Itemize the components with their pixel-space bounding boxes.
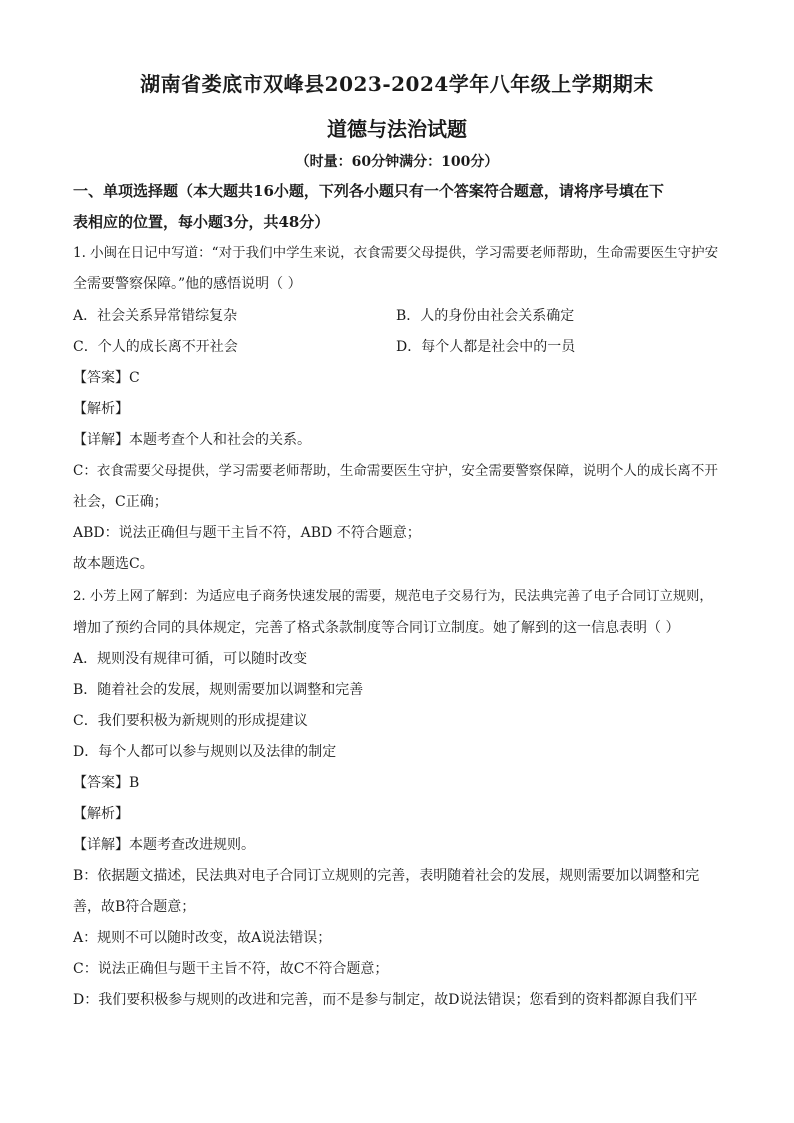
q1-analysis-tag [73, 399, 723, 419]
q2-stem: 2. 小芳上网了解到：为适应电子商务快速发展的需要，规范电子交易行为，民法典完善了电子合同订立规则， [73, 589, 713, 604]
q1-option-c: C．个人的成长离不开社会 [73, 339, 238, 355]
q1-option-d: D．每个人都是社会中的一员 [396, 339, 576, 355]
exam-time-score: （时量：60分钟满分：100分） [295, 154, 499, 170]
q2-analysis-tag [73, 804, 723, 824]
q2-stem-cont: 增加了预约合同的具体规定，完善了格式条款制度等合同订立制度。她了解到的这一信息表明（ ） [73, 620, 680, 636]
detail-text: 本题考查个人和社会的关系。 [129, 432, 311, 448]
q2-option-c: C．我们要积极为新规则的形成提建议 [73, 713, 308, 729]
document-title: 湖南省娄底市双峰县2023-2024学年八年级上学期期末 [140, 72, 654, 96]
q2-detail [73, 835, 723, 855]
section-heading: 一、单项选择题（本大题共16小题，下列各小题只有一个答案符合题意，请将序号填在下 [73, 182, 664, 200]
q1-explanation-cont: 社会，C正确； [73, 494, 168, 510]
q2-option-d: D．每个人都可以参与规则以及法律的制定 [73, 744, 337, 760]
q2-explanation-c: C：说法正确但与题干主旨不符，故C不符合题意； [73, 961, 389, 977]
analysis-tag: 【解析】 [73, 806, 129, 822]
q1-stem: 1. 小闽在日记中写道：“对于我们中学生来说，衣食需要父母提供，学习需要老师帮助，生命需要医生守护安 [73, 245, 719, 261]
q2-explanation-d: D：我们要积极参与规则的改进和完善，而不是参与制定，故D说法错误；您看到的资料都源自我们平 [73, 992, 698, 1008]
q1-detail [73, 430, 723, 450]
q1-explanation: C：衣食需要父母提供，学习需要老师帮助，生命需要医生守护，安全需要警察保障，说明个人的成长离不开 [73, 463, 718, 479]
q1-option-a: A．社会关系异常错综复杂 [73, 308, 238, 324]
q1-stem-cont: 全需要警察保障。”他的感悟说明（ ） [73, 276, 302, 292]
detail-tag: 【详解】 [73, 837, 129, 853]
answer-tag: 【答案】 [73, 370, 129, 386]
answer-value: C [129, 370, 140, 386]
q2-answer [73, 773, 723, 793]
q2-option-a: A．规则没有规律可循，可以随时改变 [73, 651, 308, 667]
section-heading-cont: 表相应的位置，每小题3分，共48分） [73, 213, 330, 231]
q2-explanation-a: A：规则不可以随时改变，故A说法错误； [73, 930, 332, 946]
q1-explanation-abd: ABD：说法正确但与题干主旨不符，ABD 不符合题意； [73, 525, 421, 541]
q1-option-b: B．人的身份由社会关系确定 [396, 308, 575, 324]
detail-text: 本题考查改进规则。 [129, 837, 255, 853]
q2-explanation-b-cont: 善，故B符合题意； [73, 899, 196, 915]
q2-explanation-b: B：依据题文描述，民法典对电子合同订立规则的完善，表明随着社会的发展，规则需要加以调整和完 [73, 868, 700, 884]
q1-conclusion: 故本题选C。 [73, 556, 154, 572]
document-subject-title: 道德与法治试题 [327, 117, 467, 141]
q1-answer [73, 368, 723, 388]
detail-tag: 【详解】 [73, 432, 129, 448]
answer-tag: 【答案】 [73, 775, 129, 791]
q2-option-b: B．随着社会的发展，规则需要加以调整和完善 [73, 682, 364, 698]
answer-value: B [129, 775, 140, 791]
analysis-tag: 【解析】 [73, 401, 129, 417]
